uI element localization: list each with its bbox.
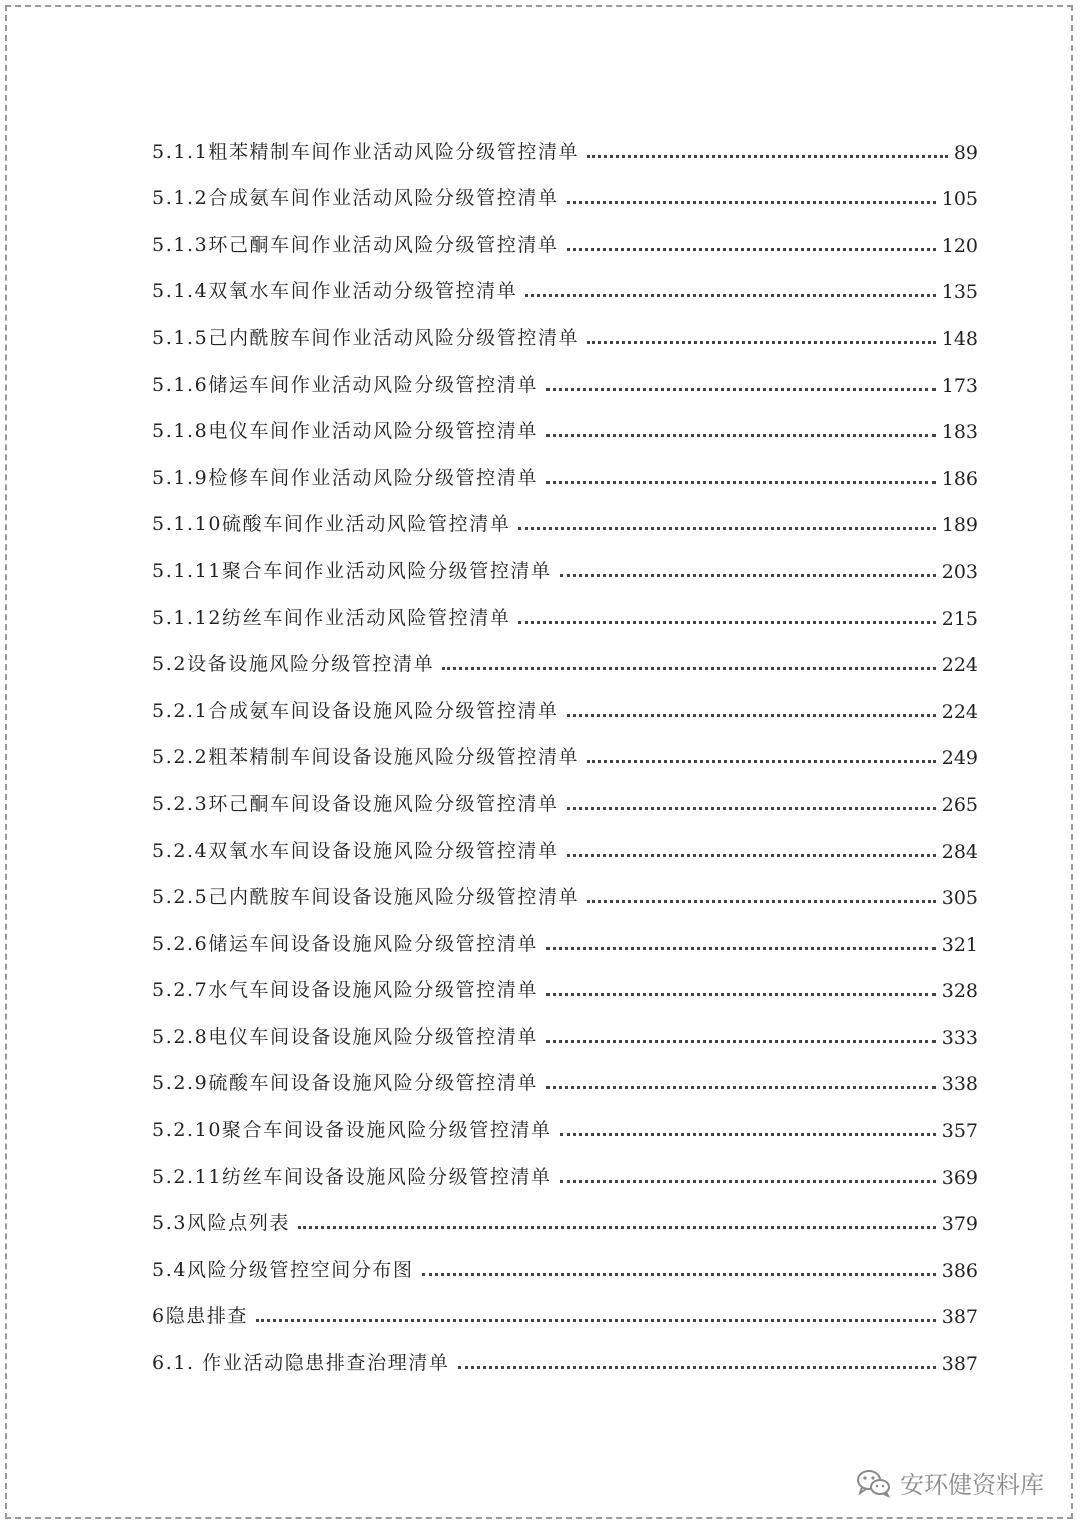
dot-leader — [587, 900, 936, 903]
toc-entry-page-number: 387 — [941, 1306, 978, 1329]
toc-entry-page-number: 321 — [941, 933, 978, 956]
toc-entry-title: 5.1.6储运车间作业活动风险分级管控清单 — [152, 373, 538, 396]
toc-entry-page-number: 183 — [941, 421, 978, 444]
toc-entry — [152, 1235, 978, 1282]
watermark — [856, 1465, 1044, 1500]
toc-entry-page-number: 224 — [941, 700, 978, 723]
toc-entry — [152, 350, 978, 397]
toc-entry — [152, 257, 978, 304]
toc-entry-page-number: 328 — [941, 980, 978, 1003]
toc-entry-title: 5.4风险分级管控空间分布图 — [152, 1258, 414, 1281]
toc-entry-page-number: 284 — [941, 840, 978, 863]
toc-entry-page-number: 369 — [941, 1166, 978, 1189]
toc-entry-title: 5.1.5己内酰胺车间作业活动风险分级管控清单 — [152, 326, 580, 349]
dot-leader — [518, 527, 935, 530]
watermark-text: 安环健资料库 — [900, 1471, 1044, 1499]
toc-entry — [152, 443, 978, 490]
dot-leader — [546, 388, 936, 391]
toc-entry-title: 5.1.4双氧水车间作业活动分级管控清单 — [152, 280, 518, 303]
toc-entry-page-number: 249 — [941, 747, 978, 770]
toc-entry-page-number: 105 — [941, 188, 978, 211]
toc-entry — [152, 676, 978, 723]
toc-entry-title: 5.1.8电仪车间作业活动风险分级管控清单 — [152, 420, 538, 443]
table-of-contents — [152, 117, 978, 1375]
toc-entry-page-number: 224 — [941, 654, 978, 677]
toc-entry-page-number: 387 — [941, 1353, 978, 1376]
toc-entry — [152, 583, 978, 630]
dot-leader — [298, 1226, 936, 1229]
toc-entry-title: 5.2设备设施风险分级管控清单 — [152, 653, 435, 676]
toc-entry-title: 5.2.2粗苯精制车间设备设施风险分级管控清单 — [152, 746, 580, 769]
dot-leader — [567, 854, 936, 857]
toc-entry — [152, 164, 978, 211]
toc-entry — [152, 909, 978, 956]
toc-entry — [152, 117, 978, 164]
toc-entry-page-number: 135 — [941, 281, 978, 304]
toc-entry — [152, 863, 978, 910]
toc-entry — [152, 1002, 978, 1049]
toc-entry-title: 5.2.4双氧水车间设备设施风险分级管控清单 — [152, 839, 559, 862]
toc-entry-page-number: 379 — [941, 1213, 978, 1236]
dot-leader — [518, 621, 935, 624]
toc-entry-title: 6.1. 作业活动隐患排查治理清单 — [152, 1352, 450, 1375]
toc-entry-title: 5.2.7水气车间设备设施风险分级管控清单 — [152, 979, 538, 1002]
toc-entry — [152, 956, 978, 1003]
toc-entry — [152, 1142, 978, 1189]
toc-entry — [152, 1095, 978, 1142]
toc-entry — [152, 490, 978, 537]
dot-leader — [567, 201, 936, 204]
toc-entry-title: 5.1.3环己酮车间作业活动风险分级管控清单 — [152, 233, 559, 256]
toc-entry-title: 5.1.12纺丝车间作业活动风险管控清单 — [152, 606, 511, 629]
toc-entry-title: 5.2.11纺丝车间设备设施风险分级管控清单 — [152, 1165, 552, 1188]
toc-entry-page-number: 189 — [941, 514, 978, 537]
toc-entry-page-number: 203 — [941, 560, 978, 583]
toc-entry-page-number: 148 — [941, 327, 978, 350]
dot-leader — [546, 947, 936, 950]
toc-entry-page-number: 265 — [941, 793, 978, 816]
toc-entry-title: 5.2.3环己酮车间设备设施风险分级管控清单 — [152, 792, 559, 815]
dot-leader — [567, 714, 936, 717]
toc-entry-page-number: 357 — [941, 1120, 978, 1143]
toc-entry — [152, 630, 978, 677]
dot-leader — [587, 760, 936, 763]
dot-leader — [546, 434, 936, 437]
toc-entry-title: 5.2.10聚合车间设备设施风险分级管控清单 — [152, 1119, 552, 1142]
toc-entry-page-number: 305 — [941, 887, 978, 910]
toc-entry — [152, 1282, 978, 1329]
dot-leader — [458, 1366, 936, 1369]
dot-leader — [442, 667, 936, 670]
dot-leader — [567, 807, 936, 810]
dot-leader — [546, 481, 936, 484]
toc-entry-title: 5.2.5己内酰胺车间设备设施风险分级管控清单 — [152, 886, 580, 909]
toc-entry-title: 5.1.9检修车间作业活动风险分级管控清单 — [152, 466, 538, 489]
dot-leader — [525, 294, 935, 297]
dot-leader — [546, 1086, 936, 1089]
toc-entry-title: 5.3风险点列表 — [152, 1212, 291, 1235]
toc-entry-title: 5.2.9硫酸车间设备设施风险分级管控清单 — [152, 1072, 538, 1095]
toc-entry-title: 5.1.10硫酸车间作业活动风险管控清单 — [152, 513, 511, 536]
toc-entry-page-number: 173 — [941, 374, 978, 397]
toc-entry — [152, 536, 978, 583]
dot-leader — [587, 155, 948, 158]
toc-entry-page-number: 89 — [953, 141, 978, 164]
toc-entry-title: 5.1.11聚合车间作业活动风险分级管控清单 — [152, 559, 552, 582]
toc-entry — [152, 397, 978, 444]
dot-leader — [256, 1319, 936, 1322]
toc-entry — [152, 816, 978, 863]
dot-leader — [560, 574, 936, 577]
toc-entry — [152, 769, 978, 816]
toc-entry — [152, 1328, 978, 1375]
toc-entry — [152, 1189, 978, 1236]
dot-leader — [567, 248, 936, 251]
dot-leader — [422, 1273, 936, 1276]
toc-entry-title: 5.2.6储运车间设备设施风险分级管控清单 — [152, 932, 538, 955]
toc-entry-title: 5.1.2合成氨车间作业活动风险分级管控清单 — [152, 187, 559, 210]
toc-entry-title: 6隐患排查 — [152, 1305, 249, 1328]
toc-entry-page-number: 333 — [941, 1026, 978, 1049]
toc-entry-page-number: 338 — [941, 1073, 978, 1096]
toc-entry-page-number: 386 — [941, 1259, 978, 1282]
toc-entry — [152, 210, 978, 257]
toc-entry — [152, 723, 978, 770]
dot-leader — [546, 993, 936, 996]
toc-entry-page-number: 215 — [941, 607, 978, 630]
toc-entry-page-number: 186 — [941, 467, 978, 490]
toc-entry — [152, 1049, 978, 1096]
toc-entry-title: 5.1.1粗苯精制车间作业活动风险分级管控清单 — [152, 140, 580, 163]
dot-leader — [560, 1180, 936, 1183]
toc-entry-title: 5.2.8电仪车间设备设施风险分级管控清单 — [152, 1025, 538, 1048]
wechat-icon — [856, 1468, 892, 1498]
dot-leader — [587, 341, 936, 344]
toc-entry-page-number: 120 — [941, 234, 978, 257]
toc-entry — [152, 303, 978, 350]
dot-leader — [560, 1133, 936, 1136]
toc-entry-title: 5.2.1合成氨车间设备设施风险分级管控清单 — [152, 699, 559, 722]
dot-leader — [546, 1040, 936, 1043]
